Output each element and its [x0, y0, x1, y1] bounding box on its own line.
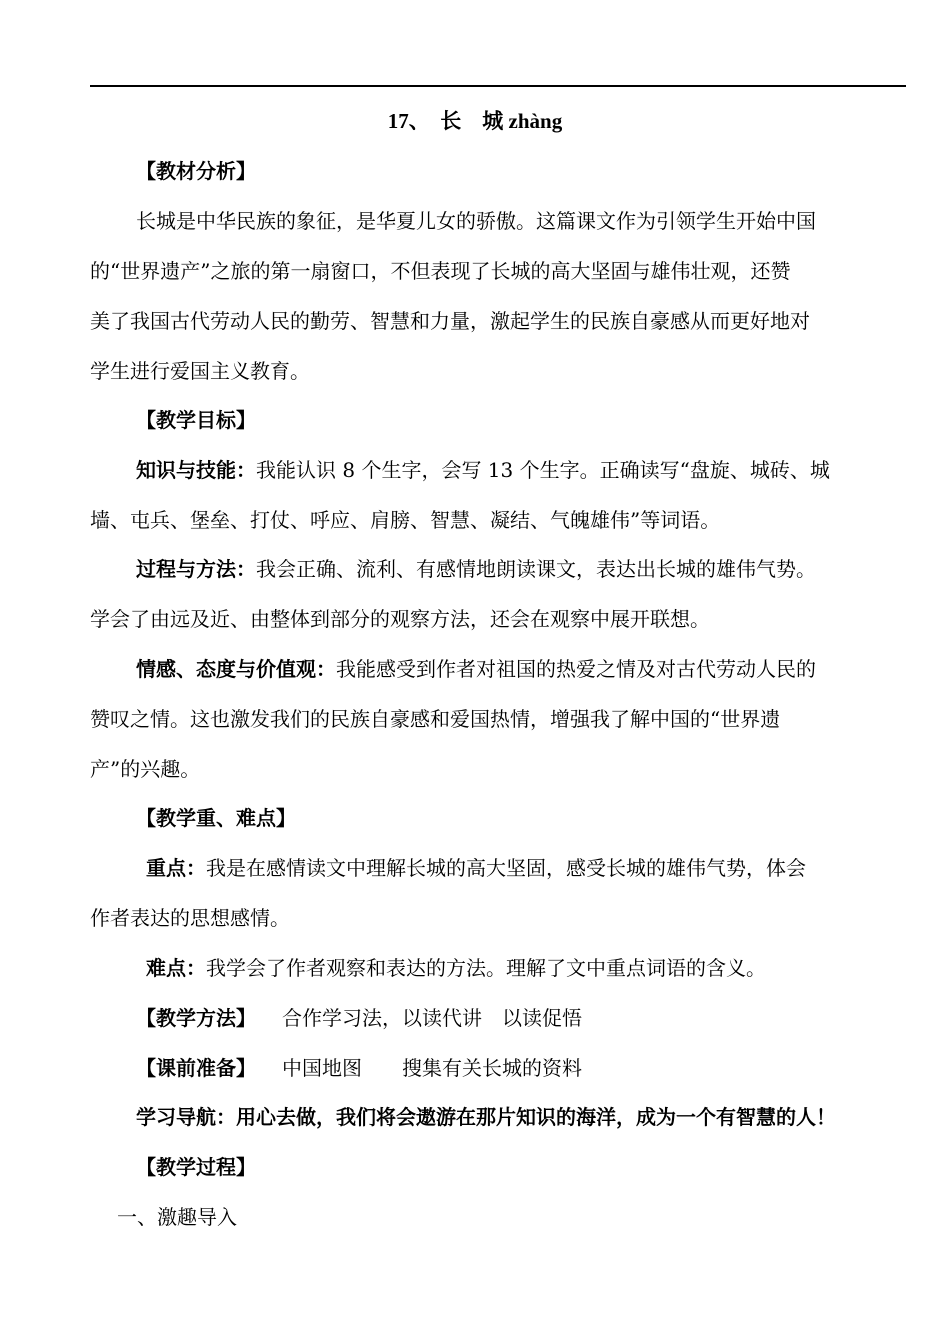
process-paragraph [136, 554, 816, 584]
analysis-line: 美了我国古代劳动人民的勤劳、智慧和力量，激起学生的民族自豪感从而更好地对 [90, 309, 810, 333]
prep-text: 中国地图 搜集有关长城的资料 [282, 1056, 582, 1080]
methods-paragraph [136, 1003, 582, 1033]
process-label: 过程与方法： [136, 557, 256, 581]
knowledge-paragraph [136, 455, 830, 485]
knowledge-label: 知识与技能： [136, 458, 256, 482]
learning-navigation: 学习导航：用心去做，我们将会遨游在那片知识的海洋，成为一个有智慧的人！ [136, 1105, 836, 1129]
process-heading: 【教学过程】 [136, 1155, 256, 1179]
emotion-text: 我能感受到作者对祖国的热爱之情及对古代劳动人民的 [336, 657, 816, 681]
methods-heading: 【教学方法】 [136, 1006, 256, 1030]
methods-text: 合作学习法，以读代讲 以读促悟 [282, 1006, 582, 1030]
emotion-text-cont: 产”的兴趣。 [90, 757, 201, 781]
knowledge-text-cont: 墙、屯兵、堡垒、打仗、呼应、肩膀、智慧、凝结、气魄雄伟”等词语。 [90, 508, 721, 532]
keypoints-heading: 【教学重、难点】 [136, 806, 296, 830]
difficult-label: 难点： [146, 956, 206, 980]
analysis-line: 学生进行爱国主义教育。 [90, 359, 310, 383]
key-text-cont: 作者表达的思想感情。 [90, 906, 290, 930]
difficult-paragraph [146, 953, 766, 983]
emotion-label: 情感、态度与价值观： [136, 657, 336, 681]
analysis-line: 的“世界遗产”之旅的第一扇窗口，不但表现了长城的高大坚固与雄伟壮观，还赞 [90, 259, 791, 283]
emotion-text-cont: 赞叹之情。这也激发我们的民族自豪感和爱国热情，增强我了解中国的“世界遗 [90, 707, 781, 731]
key-paragraph [146, 853, 806, 883]
prep-heading: 【课前准备】 [136, 1056, 256, 1080]
process-text: 我会正确、流利、有感情地朗读课文，表达出长城的雄伟气势。 [256, 557, 816, 581]
process-text-cont: 学会了由远及近、由整体到部分的观察方法，还会在观察中展开联想。 [90, 607, 710, 631]
difficult-text: 我学会了作者观察和表达的方法。理解了文中重点词语的含义。 [206, 956, 766, 980]
header-rule [90, 85, 906, 87]
analysis-line: 长城是中华民族的象征，是华夏儿女的骄傲。这篇课文作为引领学生开始中国 [136, 209, 816, 233]
key-text: 我是在感情读文中理解长城的高大坚固，感受长城的雄伟气势，体会 [206, 856, 806, 880]
goals-heading: 【教学目标】 [136, 408, 256, 432]
prep-paragraph [136, 1053, 582, 1083]
analysis-heading: 【教材分析】 [136, 159, 256, 183]
page-title: 17、 长 城 zhàng [387, 109, 563, 133]
step-1: 一、激趣导入 [117, 1205, 237, 1229]
emotion-paragraph [136, 654, 816, 684]
knowledge-text: 我能认识 8 个生字，会写 13 个生字。正确读写“盘旋、城砖、城 [256, 458, 830, 482]
key-label: 重点： [146, 856, 206, 880]
